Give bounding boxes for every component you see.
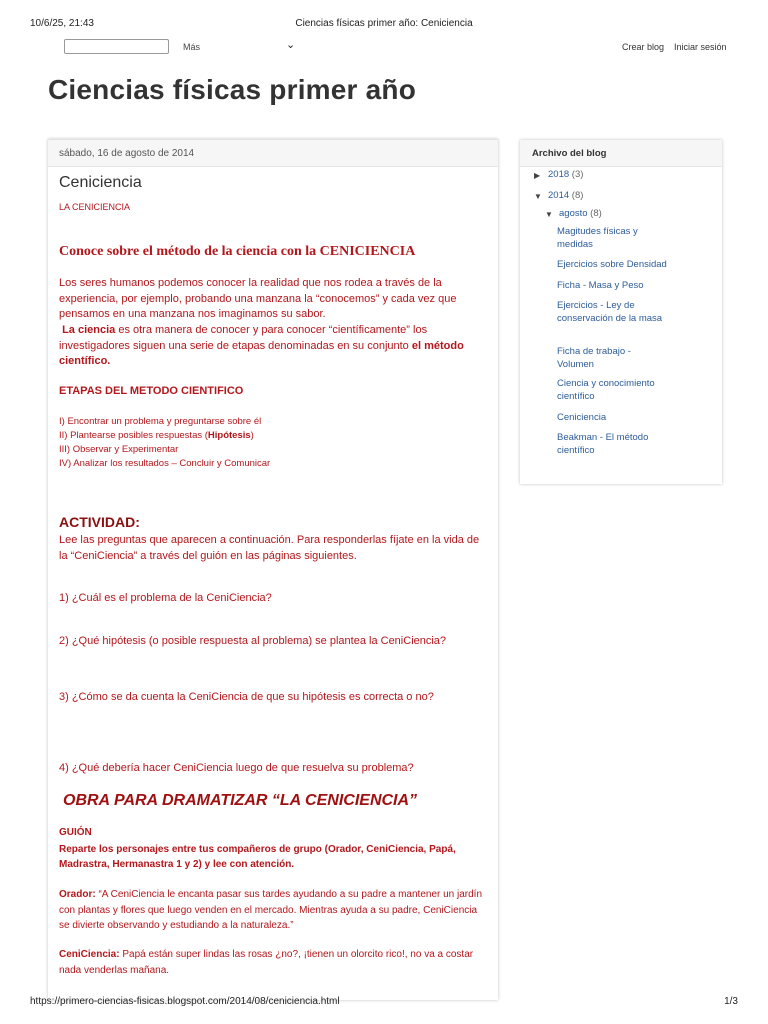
stage-item: III) Observar y Experimentar xyxy=(59,444,179,455)
create-blog-link[interactable]: Crear blog xyxy=(622,42,665,52)
print-footer xyxy=(0,990,768,1024)
archive-post-link[interactable] xyxy=(557,226,663,251)
ceniciencia-line xyxy=(59,947,489,978)
post-link-text[interactable]: Magitudes físicas y medidas xyxy=(557,226,638,250)
post-heading: Conoce sobre el método de la ciencia con la CENICIENCIA xyxy=(59,244,416,259)
stage-item: I) Encontrar un problema y preguntarse sobre él xyxy=(59,416,262,427)
post-subtitle: LA CENICIENCIA xyxy=(59,202,131,212)
stage-item xyxy=(59,429,270,443)
year-label[interactable]: 2018 xyxy=(548,169,570,180)
question-2: 2) ¿Qué hipótesis (o posible respuesta al problema) se plantea la CeniCiencia? xyxy=(59,635,447,647)
stage-item: IV) Analizar los resultados – Concluir y Comunicar xyxy=(59,458,271,469)
post-date: sábado, 16 de agosto de 2014 xyxy=(59,148,195,159)
science-paragraph xyxy=(59,323,484,370)
archive-post-link[interactable]: Ficha - Masa y Peso xyxy=(557,280,644,291)
blogger-navbar xyxy=(0,38,768,58)
play-title: OBRA PARA DRAMATIZAR “LA CENICIENCIA” xyxy=(63,792,418,809)
more-menu-label[interactable]: Más xyxy=(183,42,201,52)
narrator-line xyxy=(59,887,489,934)
triangle-down-icon[interactable]: ▼ xyxy=(545,210,553,219)
chevron-down-icon[interactable]: ⌄ xyxy=(286,39,296,51)
archive-post-link[interactable]: Ficha de trabajo - Volumen xyxy=(557,346,631,370)
stages-list xyxy=(59,415,270,471)
archive-post-link[interactable]: Ceniciencia xyxy=(557,412,607,423)
month-label[interactable]: agosto xyxy=(559,208,588,219)
print-page-number: 1/3 xyxy=(724,996,738,1007)
intro-paragraph: Los seres humanos podemos conocer la realidad que nos rodea a través de la experiencia, por ejemplo, probando una manzana la “conocemos” y cada vez que pensamos en una manzana nos imaginamos su sabor. xyxy=(59,277,457,320)
print-page-title: Ciencias físicas primer año: Ceniciencia xyxy=(295,18,473,29)
archive-header xyxy=(520,140,722,167)
archive-title: Archivo del blog xyxy=(532,148,607,159)
triangle-right-icon[interactable]: ▶ xyxy=(534,171,541,180)
post-card xyxy=(48,139,498,1000)
archive-post-link[interactable]: Ejercicios - Ley de conservación de la masa xyxy=(557,300,663,324)
stage-text: ) xyxy=(250,430,254,441)
year-count: (8) xyxy=(571,190,584,201)
archive-month-agosto[interactable] xyxy=(559,208,602,221)
ceniciencia-label: CeniCiencia: xyxy=(59,949,120,960)
question-3: 3) ¿Cómo se da cuenta la CeniCiencia de que su hipótesis es correcta o no? xyxy=(59,691,434,703)
print-header xyxy=(0,0,768,36)
roles-instruction: Reparte los personajes entre tus compañeros de grupo (Orador, CeniCiencia, Papá, Madrastra, Hermanastra 1 y 2) y lee con atención. xyxy=(59,844,456,870)
blog-title[interactable]: Ciencias físicas primer año xyxy=(48,74,417,105)
month-count: (8) xyxy=(590,208,602,219)
triangle-down-icon[interactable]: ▼ xyxy=(534,192,542,201)
activity-paragraph: Lee las preguntas que aparecen a continuación. Para responderlas fíjate en la vida de la “CeniCiencia” a través del guión en las páginas siguientes. xyxy=(59,534,480,562)
blog-archive-widget xyxy=(520,140,722,484)
search-input[interactable] xyxy=(64,39,169,54)
narrator-label: Orador: xyxy=(59,889,96,900)
stage-text: II) Plantearse posibles respuestas ( xyxy=(59,430,208,441)
year-count: (3) xyxy=(571,169,584,180)
archive-year-2018[interactable] xyxy=(548,169,583,182)
archive-post-link[interactable]: Beakman - El método científico xyxy=(557,432,649,456)
print-datetime: 10/6/25, 21:43 xyxy=(30,18,94,29)
narrator-text: “A CeniCiencia le encanta pasar sus tardes ayudando a su padre a mantener un jardín con plantas y flores que luego venden en el mercado. Mientras ayuda a su padre, CeniCiencia se divierte observando y estudiando a la naturaleza.” xyxy=(59,889,483,931)
ceniciencia-text: Papá están super lindas las rosas ¿no?, ¡tienen un olorcito rico!, no va a costar nada venderlas mañana. xyxy=(59,949,474,976)
archive-post-link[interactable]: Ejercicios sobre Densidad xyxy=(557,259,667,270)
sign-in-link[interactable]: Iniciar sesión xyxy=(674,42,727,52)
print-url: https://primero-ciencias-fisicas.blogspot.com/2014/08/ceniciencia.html xyxy=(30,996,340,1007)
archive-year-2014[interactable] xyxy=(548,190,583,203)
science-text: es otra manera de conocer y para conocer “científicamente” los investigadores siguen una serie de etapas denominadas en su conjunto xyxy=(59,324,428,352)
activity-title: ACTIVIDAD: xyxy=(59,514,140,530)
science-term: La ciencia xyxy=(62,324,116,336)
scientific-method-term: el método científico. xyxy=(59,339,464,367)
year-label[interactable]: 2014 xyxy=(548,190,570,201)
question-1: 1) ¿Cuál es el problema de la CeniCiencia? xyxy=(59,592,272,604)
hypothesis-term: Hipótesis xyxy=(207,430,251,441)
stages-title: ETAPAS DEL METODO CIENTIFICO xyxy=(59,385,244,397)
script-label: GUIÓN xyxy=(59,827,92,838)
archive-post-link[interactable]: Ciencia y conocimiento científico xyxy=(557,378,655,402)
date-header xyxy=(48,140,498,167)
post-title[interactable]: Ceniciencia xyxy=(59,174,142,191)
question-4: 4) ¿Qué debería hacer CeniCiencia luego de que resuelva su problema? xyxy=(59,762,414,774)
